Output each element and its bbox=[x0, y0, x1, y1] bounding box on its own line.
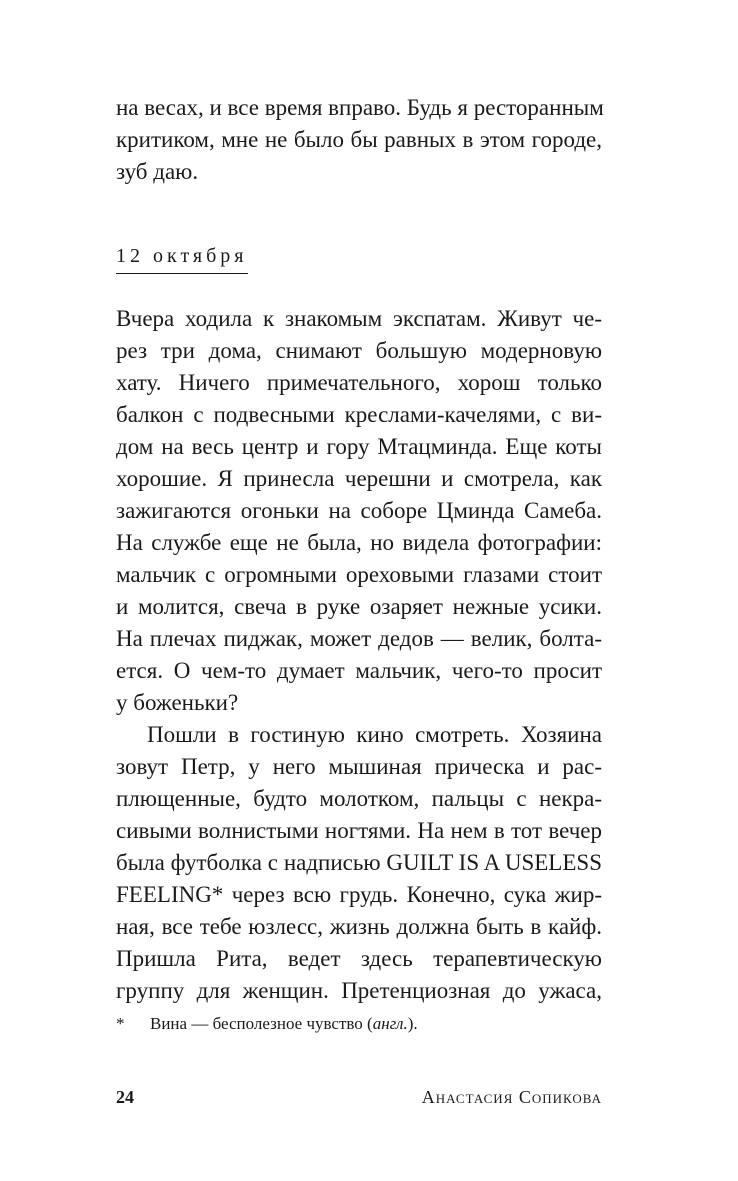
text-line: Пошли в гостиную кино смотреть. Хозяина bbox=[147, 722, 602, 747]
text-line: дом на весь центр и гору Мтацминда. Еще коты bbox=[116, 434, 602, 459]
text-line: Пришла Рита, ведет здесь терапевтическую bbox=[116, 946, 602, 971]
page-number: 24 bbox=[116, 1087, 134, 1107]
footnote-mark: * bbox=[116, 1014, 125, 1033]
text-line: группу для женщин. Претенциозная до ужаса, bbox=[116, 978, 602, 1003]
text-line: хату. Ничего примечательного, хорош только bbox=[116, 370, 602, 395]
text-line: на весах, и все время вправо. Будь я ресторанным bbox=[116, 95, 604, 120]
footnote-tail: ). bbox=[407, 1014, 418, 1033]
text-line: балкон с подвесными креслами-качелями, с ви- bbox=[116, 402, 602, 427]
footnote-italic: англ. bbox=[372, 1014, 408, 1033]
text-line: хорошие. Я принесла черешни и смотрела, как bbox=[116, 466, 602, 491]
text-line: зуб даю. bbox=[116, 159, 199, 184]
text-line: была футболка с надписью GUILT IS A USELESS bbox=[116, 850, 602, 875]
text-line: зовут Петр, у него мышиная прическа и рас- bbox=[116, 754, 602, 779]
footnote-text: Вина — бесполезное чувство ( bbox=[150, 1014, 373, 1033]
text-line: сивыми волнистыми ногтями. На нем в тот вечер bbox=[116, 818, 602, 843]
date-heading: 12 октября bbox=[116, 242, 248, 274]
running-head: Анастасия Сопикова bbox=[421, 1087, 602, 1107]
text-line: критиком, мне не было бы равных в этом городе, bbox=[116, 127, 602, 152]
text-line: На службе еще не была, но видела фотографии: bbox=[116, 530, 602, 555]
text-line: FEELING* через всю грудь. Конечно, сука жир- bbox=[116, 882, 602, 907]
text-line: На плечах пиджак, может дедов — велик, болта- bbox=[116, 626, 602, 651]
text-line: Вчера ходила к знакомым экспатам. Живут че- bbox=[116, 306, 602, 331]
text-line: плющенные, будто молотком, пальцы с некра- bbox=[116, 786, 602, 811]
text-line: ется. О чем-то думает мальчик, чего-то просит bbox=[116, 658, 602, 683]
text-line: у боженьки? bbox=[116, 690, 239, 715]
text-line: ная, все тебе юзлесс, жизнь должна быть в кайф. bbox=[116, 914, 602, 939]
text-line: рез три дома, снимают большую модерновую bbox=[116, 338, 602, 363]
text-line: зажигаются огоньки на соборе Цминда Самеба. bbox=[116, 498, 602, 523]
text-line: мальчик с огромными ореховыми глазами стоит bbox=[116, 562, 602, 587]
text-line: и молится, свеча в руке озаряет нежные усики. bbox=[116, 594, 602, 619]
footnote bbox=[116, 1012, 418, 1036]
